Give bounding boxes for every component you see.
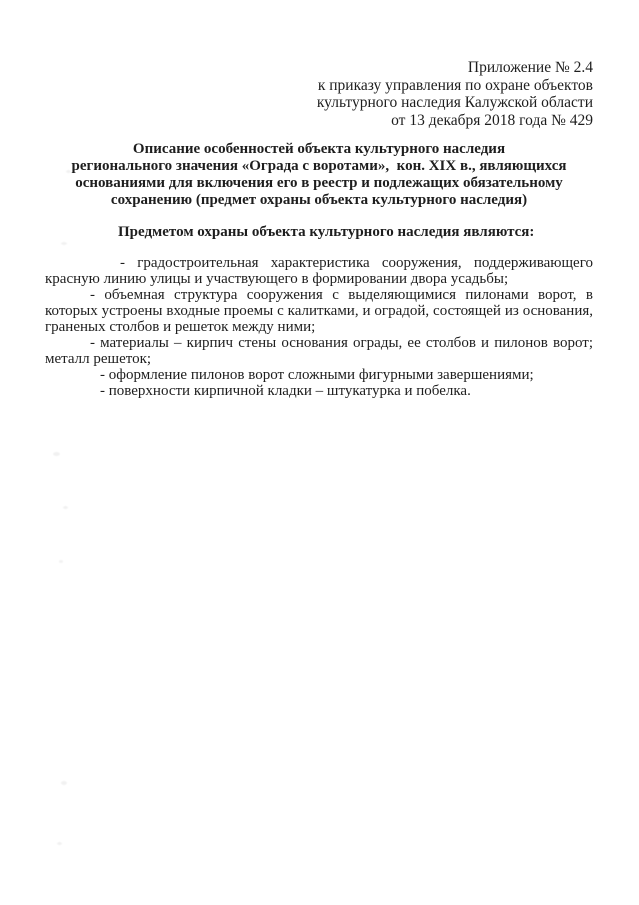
title-line: регионального значения «Ограда с воротами», кон. XIX в., являющихся — [71, 158, 567, 174]
document-header — [45, 59, 593, 129]
header-line-order: к приказу управления по охране объектов — [317, 76, 593, 94]
header-line-date: от 13 декабря 2018 года № 429 — [391, 111, 593, 129]
scan-speckle — [66, 170, 71, 173]
scan-speckle — [57, 842, 62, 845]
scan-speckle — [61, 781, 67, 785]
list-item-urban-characteristic: - градостроительная характеристика сооружения, поддерживающего красную линию улицы и участвующего в формировании двора усадьбы; — [45, 255, 593, 287]
title-line: сохранению (предмет охраны объекта культурного наследия) — [110, 192, 528, 208]
scan-speckle — [59, 560, 63, 563]
list-item-brick-surfaces: - поверхности кирпичной кладки – штукатурка и побелка. — [100, 383, 471, 399]
header-line-annex-number: Приложение № 2.4 — [467, 59, 593, 76]
title-line: Описание особенностей объекта культурного наследия — [132, 141, 506, 157]
list-item-volumetric-structure: - объемная структура сооружения с выделяющимися пилонами ворот, в которых устроены входные проемы с калитками, и оградой, состоящей из основания, граненых столбов и решеток между ними; — [45, 287, 593, 335]
header-line-authority: культурного наследия Калужской области — [316, 94, 593, 111]
subject-heading: Предметом охраны объекта культурного наследия являются: — [118, 224, 535, 240]
title-line: основаниями для включения его в реестр и подлежащих обязательному — [75, 175, 563, 191]
list-item-pylon-decoration: - оформление пилонов ворот сложными фигурными завершениями; — [100, 367, 534, 383]
document-title — [45, 141, 593, 209]
scan-speckle — [61, 242, 67, 245]
scan-speckle — [53, 452, 60, 456]
list-item-materials: - материалы – кирпич стены основания ограды, ее столбов и пилонов ворот; металл решеток; — [45, 335, 593, 367]
scan-speckle — [63, 506, 68, 509]
